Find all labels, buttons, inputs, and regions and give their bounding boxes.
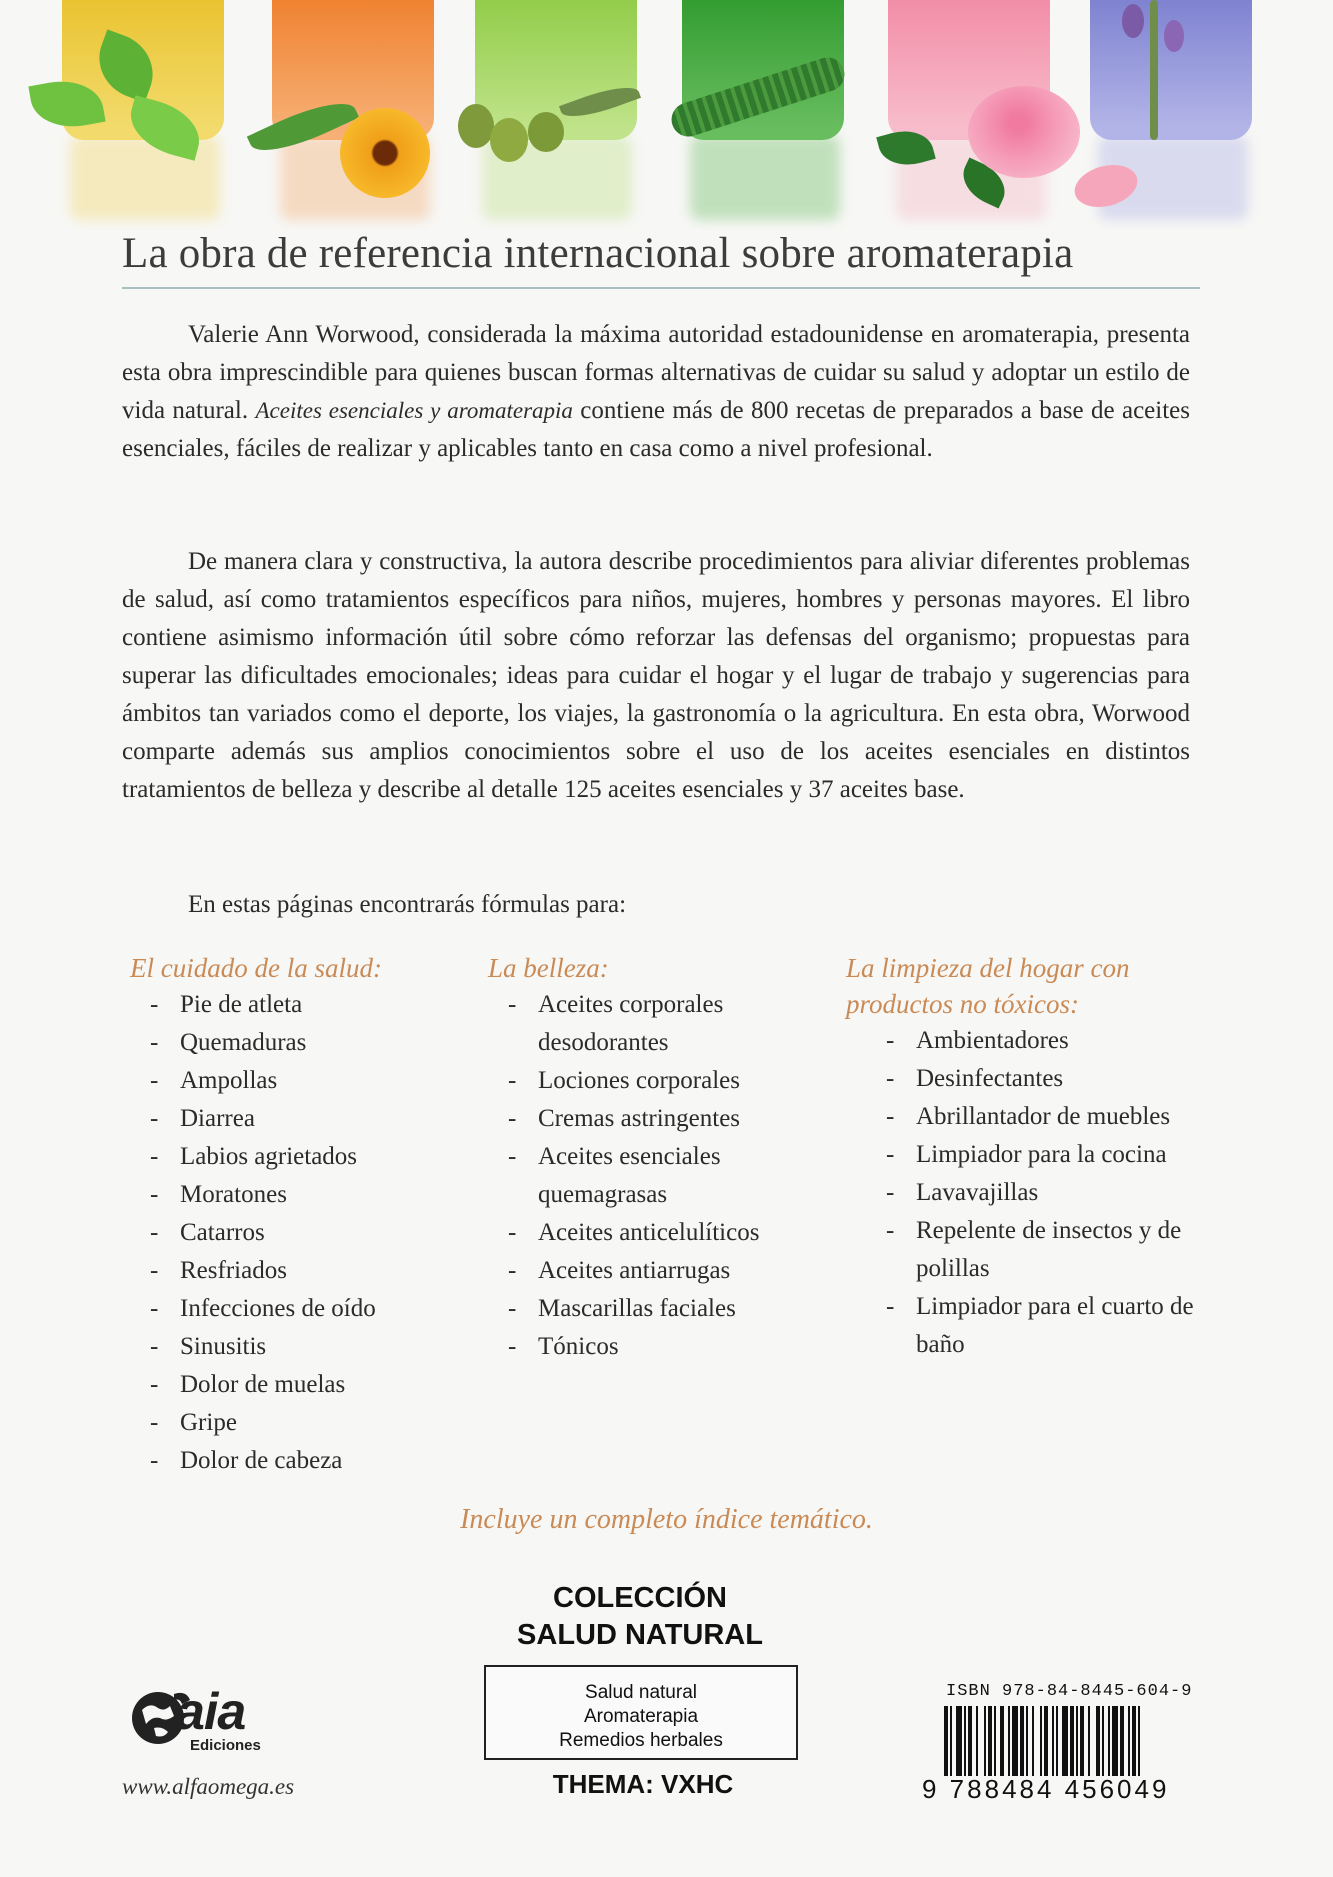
lavender-flower xyxy=(1122,4,1144,38)
list-item: - Aceites anticelulíticos xyxy=(508,1219,760,1246)
para1-rest: contiene más de 800 recetas de preparados a base de aceites esenciales, fáciles de realizar y aplicables tanto en casa como a nivel profesional. xyxy=(122,397,1190,462)
barcode-bar xyxy=(1020,1706,1024,1776)
list-item: - Quemaduras xyxy=(150,1029,307,1056)
barcode-bar xyxy=(1128,1706,1130,1776)
publisher-logo xyxy=(124,1682,314,1762)
calendula-flower xyxy=(340,108,430,198)
barcode-bar xyxy=(1102,1706,1104,1776)
list-item: - Dolor de cabeza xyxy=(150,1447,343,1474)
book-title: Aceites esenciales y aromaterapia xyxy=(255,398,573,423)
list-item: - Moratones xyxy=(150,1181,287,1208)
olive xyxy=(490,118,528,162)
list-item: - Lociones corporales xyxy=(508,1067,741,1094)
barcode-bar xyxy=(1026,1706,1028,1776)
health-list-title: El cuidado de la salud: xyxy=(130,953,382,983)
home-cleaning-list-column xyxy=(846,950,1206,1364)
subject-item: Aromaterapia xyxy=(583,1706,699,1727)
barcode-bar xyxy=(1070,1706,1074,1776)
list-item: - Abrillantador de muebles xyxy=(886,1103,1171,1130)
barcode-bar xyxy=(1076,1706,1078,1776)
rose-flower xyxy=(968,86,1080,178)
collection-line-1: COLECCIÓN xyxy=(553,1582,727,1614)
index-note: Incluye un completo índice temático. xyxy=(460,1504,873,1535)
list-item: - Resfriados xyxy=(150,1257,287,1284)
barcode-bar xyxy=(1032,1706,1034,1776)
barcode-bar xyxy=(976,1706,978,1776)
olive xyxy=(458,104,494,148)
publisher-subtitle: Ediciones xyxy=(190,1737,261,1754)
barcode-bar xyxy=(1000,1706,1004,1776)
barcode-bar xyxy=(1120,1706,1124,1776)
list-item: - Aceites esenciales quemagrasas xyxy=(508,1143,721,1208)
home-list xyxy=(866,1022,1206,1364)
barcode-bar xyxy=(1112,1706,1118,1776)
subject-item: Salud natural xyxy=(585,1682,697,1703)
formulas-intro xyxy=(122,886,1190,924)
list-item: - Tónicos xyxy=(508,1333,619,1360)
barcode-bar xyxy=(1044,1706,1048,1776)
olive xyxy=(528,112,564,152)
health-list xyxy=(130,986,460,1480)
barcode-bar xyxy=(1132,1706,1136,1776)
publisher-website: www.alfaomega.es xyxy=(122,1774,295,1799)
collection-title xyxy=(440,1580,840,1654)
list-item: - Pie de atleta xyxy=(150,991,303,1018)
barcode-bar xyxy=(1008,1706,1010,1776)
list-item: - Labios agrietados xyxy=(150,1143,358,1170)
subjects-box xyxy=(484,1665,798,1760)
list-item: - Dolor de muelas xyxy=(150,1371,346,1398)
lavender-flower xyxy=(1164,20,1184,52)
health-list-column xyxy=(130,950,460,1480)
barcode-bar xyxy=(956,1706,962,1776)
isbn-number: ISBN 978-84-8445-604-9 xyxy=(946,1682,1193,1701)
subject-item: Remedios herbales xyxy=(559,1730,723,1751)
list-item: - Desinfectantes xyxy=(886,1065,1064,1092)
essential-oil-jars-banner xyxy=(0,0,1333,230)
list-item: - Limpiador para el cuarto de baño xyxy=(886,1293,1194,1358)
list-item: - Infecciones de oído xyxy=(150,1295,376,1322)
list-item: - Catarros xyxy=(150,1219,265,1246)
list-item: - Gripe xyxy=(150,1409,237,1436)
heading-divider xyxy=(122,287,1200,289)
collection-line-2: SALUD NATURAL xyxy=(517,1619,763,1651)
barcode-bar xyxy=(968,1706,972,1776)
list-item: - Diarrea xyxy=(150,1105,255,1132)
beauty-list-title: La belleza: xyxy=(488,953,609,983)
list-item: - Sinusitis xyxy=(150,1333,267,1360)
barcode-digits: 9 788484 456049 xyxy=(922,1774,1170,1804)
intro-text: En estas páginas encontrarás fórmulas para: xyxy=(188,891,627,918)
barcode-bar xyxy=(1056,1706,1058,1776)
publisher-name: aia xyxy=(176,1683,246,1741)
barcode-bar xyxy=(944,1706,948,1776)
list-item: - Repelente de insectos y de polillas xyxy=(886,1217,1182,1282)
barcode-bar xyxy=(984,1706,986,1776)
list-item: - Aceites antiarrugas xyxy=(508,1257,731,1284)
barcode-bar xyxy=(988,1706,992,1776)
barcode-bar xyxy=(1096,1706,1100,1776)
barcode-bar xyxy=(1012,1706,1018,1776)
barcode-bar xyxy=(1108,1706,1110,1776)
list-item: - Lavavajillas xyxy=(886,1179,1039,1206)
list-item: - Ambientadores xyxy=(886,1027,1069,1054)
barcode-bar xyxy=(950,1706,952,1776)
home-list-title: La limpieza del hogar con productos no tóxicos: xyxy=(846,953,1130,1019)
barcode-bar xyxy=(964,1706,966,1776)
lavender-stem xyxy=(1150,0,1158,140)
barcode-bar xyxy=(1138,1706,1140,1776)
barcode-bar xyxy=(1088,1706,1090,1776)
jar-reflection xyxy=(690,135,840,220)
para2-text: De manera clara y constructiva, la autora describe procedimientos para aliviar diferentes problemas de salud, así como tratamientos específicos para niños, mujeres, hombres y personas mayores. El libro contiene asimismo información útil sobre cómo reforzar las defensas del organismo; propuestas para superar las dificultades emocionales; ideas para cuidar el hogar y el lugar de trabajo y sugerencias para ámbitos tan variados como el deporte, los viajes, la gastronomía o la agricultura. En esta obra, Worwood comparte además sus amplios conocimientos sobre el uso de los aceites esenciales en distintos tratamientos de belleza y describe al detalle 125 aceites esenciales y 37 aceites base. xyxy=(122,548,1190,803)
list-item: - Ampollas xyxy=(150,1067,278,1094)
list-item: - Limpiador para la cocina xyxy=(886,1141,1167,1168)
description-paragraph-1 xyxy=(122,316,1190,468)
list-item: - Mascarillas faciales xyxy=(508,1295,736,1322)
list-item: - Cremas astringentes xyxy=(508,1105,741,1132)
beauty-list-column xyxy=(488,950,828,1366)
barcode-bar xyxy=(1080,1706,1084,1776)
beauty-list xyxy=(488,986,828,1366)
barcode-bar xyxy=(994,1706,996,1776)
description-paragraph-2 xyxy=(122,543,1190,809)
main-heading: La obra de referencia internacional sobre aromaterapia xyxy=(122,230,1074,277)
thema-code: THEMA: VXHC xyxy=(552,1769,734,1799)
para1-lead: Valerie Ann Worwood, considerada la máxima autoridad estadounidense en aromaterapia, presenta esta obra imprescindible para quienes buscan formas alternativas de cuidar su salud y adoptar un estilo de vida natural. xyxy=(122,321,1190,424)
barcode-bar xyxy=(1040,1706,1042,1776)
list-item: - Aceites corporales desodorantes xyxy=(508,991,724,1056)
barcode-bar xyxy=(1052,1706,1054,1776)
barcode-bar xyxy=(1062,1706,1068,1776)
